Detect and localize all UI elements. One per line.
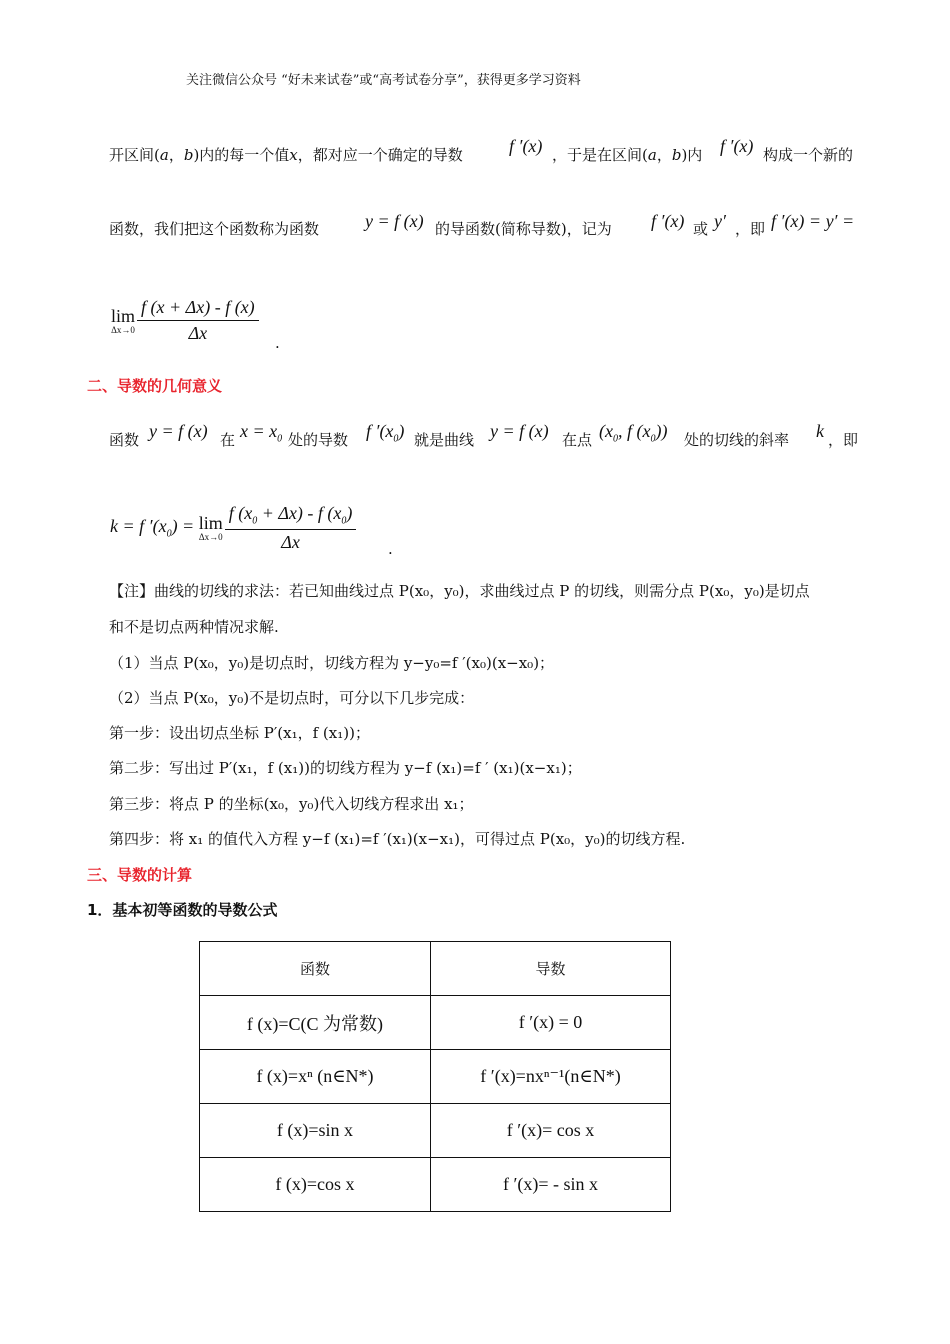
text: ， — [168, 146, 184, 164]
var-b: b — [671, 146, 682, 164]
intro-line-2b: 的导函数(简称导数)，记为 — [435, 220, 612, 238]
table-header-function: 函数 — [200, 942, 431, 996]
lim-sub: Δx→0 — [111, 325, 135, 335]
table-cell-function: f (x)=cos x — [200, 1158, 431, 1212]
text: )内的每一个值 — [193, 146, 290, 164]
note-item-1: （1）当点 P(x₀，y₀)是切点时，切线方程为 y−y₀=f ′(x₀)(x−x₀)； — [109, 654, 555, 672]
math-x-eq-x0 — [240, 421, 282, 445]
math-fprime-x-3: f ′(x) — [651, 211, 685, 231]
s2-text-g: ，即 — [828, 431, 859, 449]
note-step-3: 第三步：将点 P 的坐标(x₀，y₀)代入切线方程求出 x₁； — [109, 795, 474, 813]
text: ，于是在区间( — [552, 146, 648, 164]
fraction-numerator: f (x + Δx) - f (x) — [137, 297, 259, 321]
s2-text-c: 处的导数 — [288, 431, 349, 449]
var-a: a — [647, 146, 657, 164]
math-fprime-x: f ′(x) — [509, 136, 543, 156]
lim-operator — [199, 513, 223, 542]
math-part: f ′(x — [366, 421, 394, 441]
table-row — [200, 1158, 671, 1212]
lim-sub: Δx→0 — [198, 532, 223, 543]
s2-text-b: 在 — [220, 431, 236, 449]
subheading-basic-formulas: 1．基本初等函数的导数公式 — [87, 901, 278, 919]
table-header-derivative: 导数 — [431, 942, 671, 996]
math-fprime-x0: f $'(x_0)$ — [366, 421, 405, 445]
math-k: k — [816, 421, 824, 441]
math-part: , f (x — [617, 421, 651, 441]
table-cell-function: f (x)=C(C 为常数) — [200, 996, 431, 1050]
fraction-numerator — [225, 503, 357, 530]
math-y-eq-fx: y = f (x) — [365, 211, 424, 231]
math-y-prime: y′ — [714, 211, 726, 231]
fraction-denominator: Δx — [188, 323, 208, 343]
note-item-2: （2）当点 P(x₀，y₀)不是切点时，可分以下几步完成： — [109, 689, 475, 707]
text: 开区间( — [109, 146, 160, 164]
var-a: a — [159, 146, 169, 164]
header-note: 关注微信公众号 “好未来试卷”或“高考试卷分享”，获得更多学习资料 — [186, 73, 581, 88]
section-heading-geometric-meaning: 二、导数的几何意义 — [87, 377, 223, 395]
math-part: + Δx) - f (x — [257, 503, 342, 523]
text: )内 — [681, 146, 703, 164]
intro-line-1c: 构成一个新的 — [763, 146, 854, 164]
var-x: x — [289, 146, 298, 164]
fraction-denominator: Δx — [281, 531, 300, 552]
math-fprime-x-2: f ′(x) — [720, 136, 754, 156]
math-part: ) = — [171, 516, 195, 536]
math-part: (x — [599, 421, 613, 441]
intro-line-2c: 或 — [693, 220, 709, 238]
note-step-1: 第一步：设出切点坐标 P′(x₁，f (x₁))； — [109, 724, 370, 742]
subscript: 0 — [393, 433, 399, 445]
s2-text-a: 函数 — [109, 431, 140, 449]
period: . — [388, 540, 393, 558]
note-step-4: 第四步：将 x₁ 的值代入方程 y−f (x₁)=f ′(x₁)(x−x₁)，可得过点 P(x₀，y₀)的切线方程. — [109, 830, 686, 848]
table-cell-derivative: f ′(x)= cos x — [431, 1104, 671, 1158]
table-cell-function: f (x)=xⁿ (n∈N*) — [200, 1050, 431, 1104]
period: . — [275, 334, 280, 352]
s2-text-d: 就是曲线 — [414, 431, 475, 449]
table-row — [200, 1050, 671, 1104]
table-row — [200, 996, 671, 1050]
text: ， — [656, 146, 672, 164]
table-cell-derivative: f ′(x)= - sin x — [431, 1158, 671, 1212]
s2-text-f: 处的切线的斜率 — [684, 431, 790, 449]
note-line-1: 【注】曲线的切线的求法：若已知曲线过点 P(x₀，y₀)，求曲线过点 P 的切线，则需分点 P(x₀，y₀)是切点 — [109, 582, 810, 600]
math-part: ) — [346, 503, 353, 523]
fraction — [225, 503, 357, 553]
intro-line-2a: 函数，我们把这个函数称为函数 — [109, 220, 320, 238]
section-heading-derivative-calc: 三、导数的计算 — [87, 866, 193, 884]
note-step-2: 第二步：写出过 P′(x₁，f (x₁))的切线方程为 y−f (x₁)=f ′ (x₁)(x−x₁)； — [109, 759, 582, 777]
note-line-2: 和不是切点两种情况求解. — [109, 618, 279, 636]
slope-formula — [110, 503, 356, 553]
math-y-eq-fx-2: y = f (x) — [490, 421, 549, 441]
lim-operator — [111, 306, 135, 335]
intro-line-2d: ，即 — [735, 220, 766, 238]
lim-word: lim — [198, 513, 223, 534]
subscript: 0 — [166, 528, 172, 540]
table-cell-function: f (x)=sin x — [200, 1104, 431, 1158]
var-b: b — [183, 146, 194, 164]
math-point: ($x_0$, f $(x_0)$) — [599, 421, 668, 445]
slope-left — [110, 516, 194, 540]
text: ，都对应一个确定的导数 — [297, 146, 463, 164]
subscript: 0 — [341, 515, 347, 527]
lim-word: lim — [111, 306, 136, 326]
limit-definition — [111, 297, 259, 344]
derivative-table — [199, 941, 671, 1212]
math-y-eq-fx: y = f (x) — [149, 421, 208, 441]
intro-line-1b — [552, 145, 702, 165]
subscript: 0 — [612, 433, 618, 445]
subscript: 0 — [277, 433, 283, 445]
table-cell-derivative: f ′(x) = 0 — [431, 996, 671, 1050]
math-part: f (x — [228, 503, 253, 523]
table-header-row — [200, 942, 671, 996]
table-row — [200, 1104, 671, 1158]
table-cell-derivative: f ′(x)=nxⁿ⁻¹(n∈N*) — [431, 1050, 671, 1104]
math-part: k = f ′(x — [110, 516, 167, 536]
s2-text-e: 在点 — [562, 431, 593, 449]
fraction — [137, 297, 259, 344]
subscript: 0 — [252, 515, 258, 527]
subscript: 0 — [650, 433, 656, 445]
intro-line-1 — [109, 145, 463, 165]
math-part: x = x — [240, 421, 278, 441]
math-definition: f ′(x) = y′ = — [771, 211, 855, 231]
